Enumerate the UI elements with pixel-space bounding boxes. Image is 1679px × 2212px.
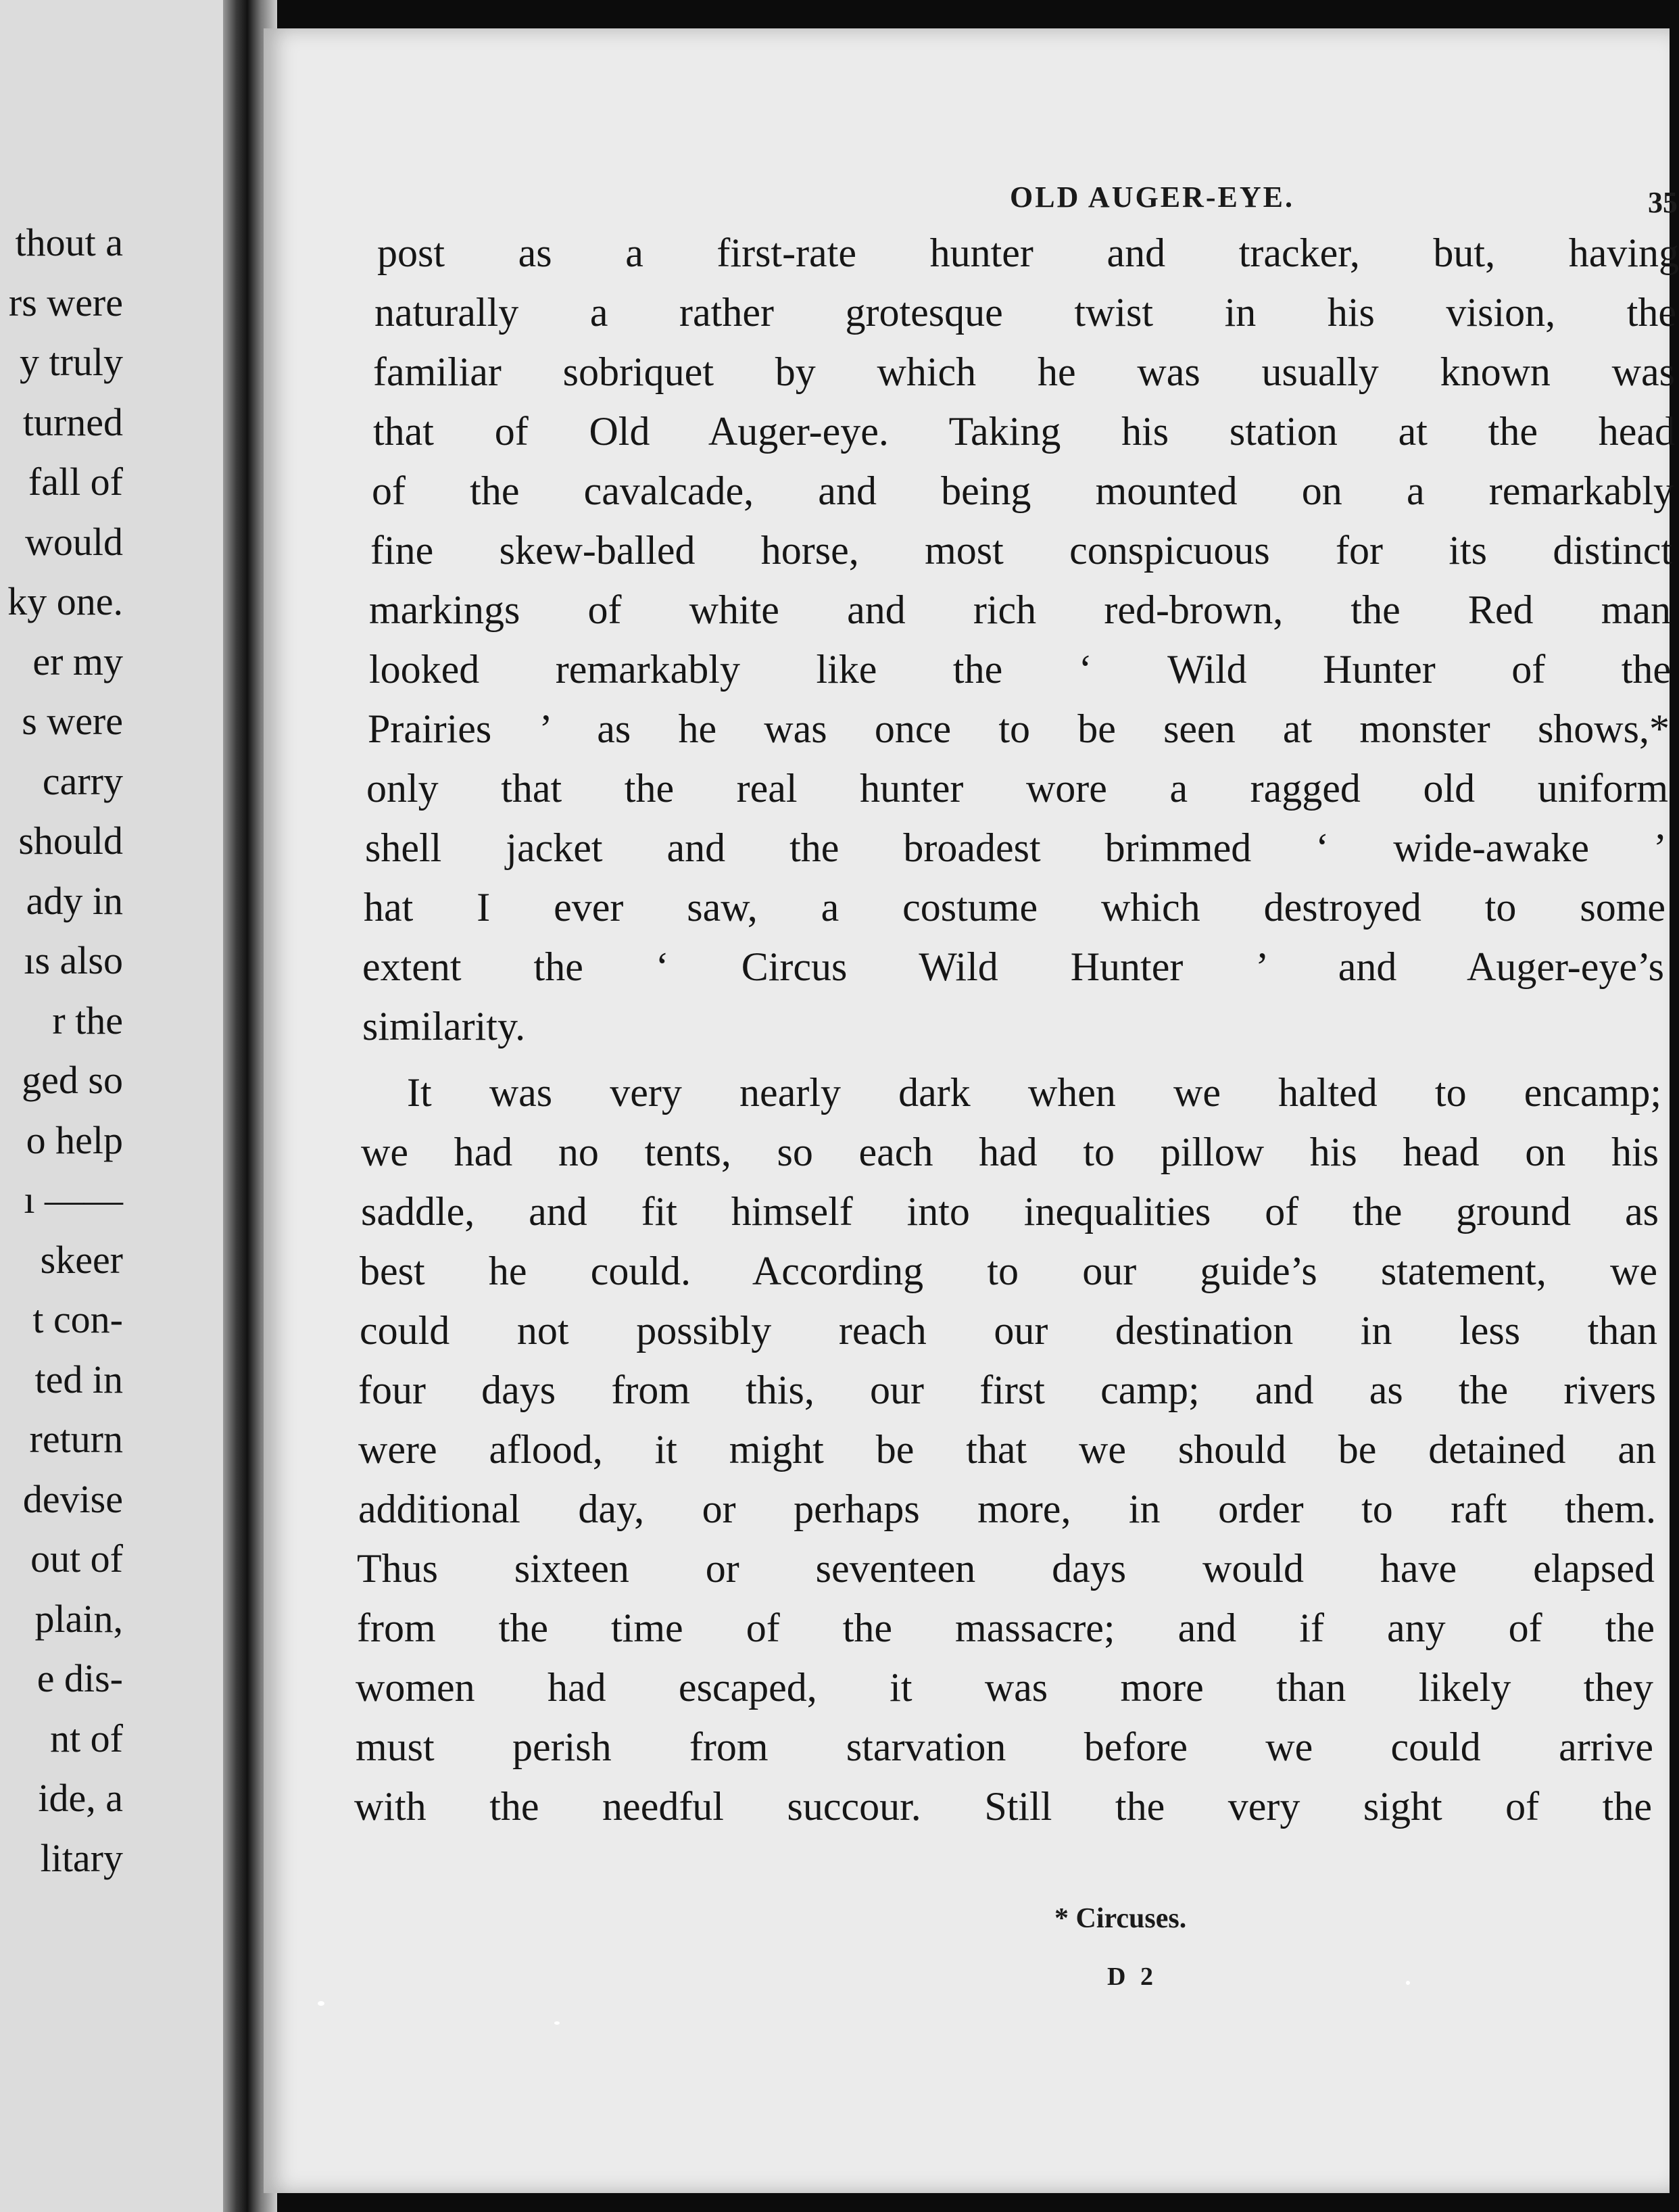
paper-speck: [554, 2021, 560, 2025]
text-line: fine skew-balled horse, most conspicuous for its distinct: [370, 528, 1672, 573]
facing-page-line: ide, a: [38, 1776, 123, 1820]
facing-page-line: turned: [22, 400, 123, 444]
text-line: we had no tents, so each had to pillow his head on his: [361, 1130, 1659, 1174]
facing-page-line: out of: [30, 1537, 123, 1581]
facing-page-line: er my: [32, 639, 123, 683]
running-head: OLD AUGER-EYE.: [1010, 181, 1294, 214]
text-line: extent the ‘ Circus Wild Hunter ’ and Auger-eye’s: [362, 944, 1664, 989]
page-number: 35: [1648, 186, 1678, 219]
facing-page-line: ky one.: [7, 579, 123, 623]
text-line: four days from this, our first camp; and as the rivers: [358, 1368, 1656, 1412]
facing-page-line: skeer: [40, 1237, 123, 1282]
facing-page-line: carry: [42, 759, 123, 803]
facing-page-line: e dis-: [36, 1656, 123, 1700]
facing-page-line: ady in: [26, 878, 123, 923]
text-line: It was very nearly dark when we halted to encamp;: [407, 1070, 1661, 1115]
signature-mark: D 2: [1107, 1963, 1157, 1991]
facing-page-line: litary: [40, 1835, 123, 1880]
facing-page-line: rs were: [8, 280, 123, 324]
text-line: with the needful succour. Still the very sight of the: [354, 1784, 1652, 1829]
facing-page-line: y truly: [19, 340, 123, 384]
facing-page-line: r the: [52, 998, 123, 1042]
facing-page-line: s were: [22, 699, 123, 743]
text-line: that of Old Auger-eye. Taking his station at the head: [373, 409, 1675, 454]
facing-page-line: return: [29, 1417, 123, 1461]
text-line: naturally a rather grotesque twist in his vision, the: [374, 290, 1676, 335]
facing-page-line: ted in: [34, 1357, 123, 1401]
facing-page-line: plain,: [34, 1596, 123, 1641]
text-line: of the cavalcade, and being mounted on a remarkably: [372, 468, 1674, 513]
text-line: hat I ever saw, a costume which destroyed to some: [364, 885, 1665, 930]
text-line: could not possibly reach our destination in less than: [360, 1308, 1657, 1353]
text-line: shell jacket and the broadest brimmed ‘ wide-awake ’: [365, 825, 1667, 870]
text-line: similarity.: [362, 1004, 526, 1049]
paper-speck: [318, 2001, 324, 2006]
text-line: women had escaped, it was more than likely they: [356, 1665, 1653, 1710]
facing-page-line: ıs also: [24, 938, 123, 982]
text-line: looked remarkably like the ‘ Wild Hunter of the: [369, 647, 1671, 692]
text-line: were aflood, it might be that we should be detained an: [358, 1427, 1656, 1472]
text-line: familiar sobriquet by which he was usually known was: [373, 350, 1675, 394]
text-line: saddle, and fit himself into inequalities of the ground as: [361, 1189, 1659, 1234]
facing-page-line: should: [18, 819, 123, 863]
facing-page-line: devise: [22, 1476, 123, 1521]
text-line: Thus sixteen or seventeen days would have elapsed: [357, 1546, 1655, 1591]
text-line: best he could. According to our guide’s statement, we: [360, 1249, 1657, 1293]
facing-page-line: o help: [26, 1117, 123, 1162]
book-page: [264, 28, 1679, 2193]
paper-speck: [1406, 1981, 1410, 1985]
text-line: post as a first-rate hunter and tracker, but, having: [377, 231, 1679, 275]
text-line: only that the real hunter wore a ragged old uniform: [366, 766, 1668, 811]
text-line: markings of white and rich red-brown, the Red man: [369, 587, 1671, 632]
facing-page-line: thout a: [15, 220, 123, 264]
footnote: * Circuses.: [1054, 1903, 1187, 1934]
text-line: from the time of the massacre; and if any of the: [357, 1606, 1655, 1650]
facing-page-line: fall of: [28, 460, 123, 504]
facing-page-line: t con-: [32, 1297, 123, 1341]
facing-page-line: ı ——: [24, 1178, 123, 1222]
facing-page-line: nt of: [50, 1716, 123, 1760]
facing-page-line: would: [25, 519, 123, 564]
text-line: Prairies ’ as he was once to be seen at monster shows,*: [368, 706, 1670, 751]
text-line: must perish from starvation before we could arrive: [356, 1725, 1653, 1769]
facing-page-line: ged so: [22, 1058, 123, 1102]
text-line: additional day, or perhaps more, in order to raft them.: [358, 1487, 1656, 1531]
facing-page: [0, 0, 245, 2212]
